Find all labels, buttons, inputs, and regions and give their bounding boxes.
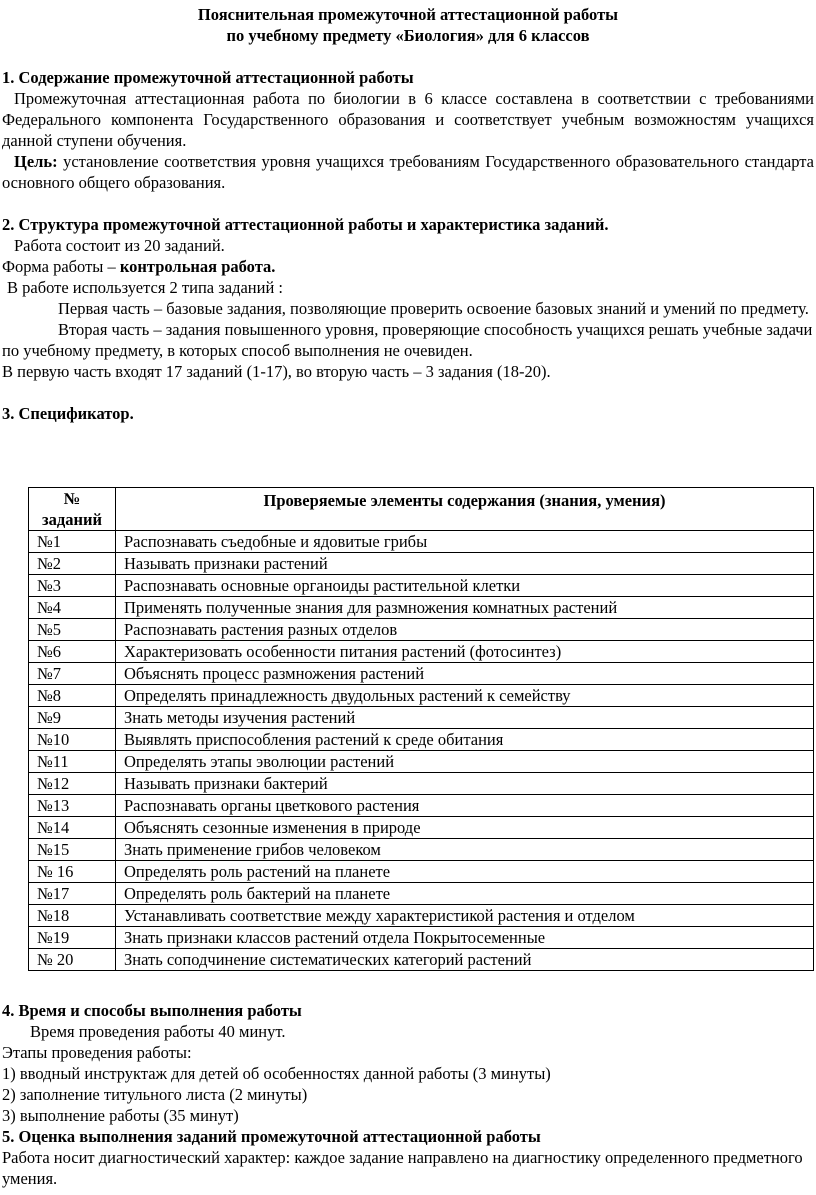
task-number: №10: [29, 729, 116, 751]
table-row: [29, 751, 814, 773]
task-element: Знать соподчинение систематических категорий растений: [116, 949, 814, 971]
document-title: [2, 4, 814, 46]
task-element: Определять роль растений на планете: [116, 861, 814, 883]
task-number: №17: [29, 883, 116, 905]
task-element: Устанавливать соответствие между характеристикой растения и отделом: [116, 905, 814, 927]
stage-item: 2) заполнение титульного листа (2 минуты): [2, 1085, 308, 1104]
table-row: [29, 773, 814, 795]
table-row: [29, 597, 814, 619]
task-element: Знать признаки классов растений отдела Покрытосеменные: [116, 927, 814, 949]
column-header-number-line-2: заданий: [42, 510, 102, 529]
section-1-heading: 1. Содержание промежуточной аттестационной работы: [2, 68, 414, 87]
section-4-heading: 4. Время и способы выполнения работы: [2, 1001, 302, 1020]
task-element: Определять принадлежность двудольных растений к семейству: [116, 685, 814, 707]
specification-table: [28, 487, 814, 971]
task-element: Объяснять сезонные изменения в природе: [116, 817, 814, 839]
task-number: №7: [29, 663, 116, 685]
task-number: №2: [29, 553, 116, 575]
task-number: №11: [29, 751, 116, 773]
task-number: №9: [29, 707, 116, 729]
task-number: № 20: [29, 949, 116, 971]
task-distribution: В первую часть входят 17 заданий (1-17), во вторую часть – 3 задания (18-20).: [2, 362, 551, 381]
table-body: [29, 531, 814, 971]
task-element: Применять полученные знания для размножения комнатных растений: [116, 597, 814, 619]
task-element: Знать применение грибов человеком: [116, 839, 814, 861]
task-element: Знать методы изучения растений: [116, 707, 814, 729]
stages-title: Этапы проведения работы:: [2, 1043, 192, 1062]
section-5-text: Работа носит диагностический характер: каждое задание направлено на диагностику определенного предметного умения.: [2, 1148, 803, 1188]
task-element: Называть признаки растений: [116, 553, 814, 575]
table-row: [29, 795, 814, 817]
duration: Время проведения работы 40 минут.: [30, 1022, 286, 1041]
table-row: [29, 817, 814, 839]
task-number: №3: [29, 575, 116, 597]
table-row: [29, 575, 814, 597]
task-number: №12: [29, 773, 116, 795]
task-number: №8: [29, 685, 116, 707]
task-element: Распознавать растения разных отделов: [116, 619, 814, 641]
goal-paragraph: [2, 151, 814, 193]
title-line-1: Пояснительная промежуточной аттестационной работы: [197, 5, 619, 24]
task-number: №19: [29, 927, 116, 949]
task-number: №1: [29, 531, 116, 553]
table-row: [29, 861, 814, 883]
title-line-2: по учебному предмету «Биология» для 6 классов: [226, 26, 590, 45]
table-row: [29, 729, 814, 751]
task-element: Распознавать органы цветкового растения: [116, 795, 814, 817]
table-row: [29, 619, 814, 641]
document-page: [2, 0, 814, 424]
column-header-number: [29, 488, 116, 531]
work-form-value: контрольная работа.: [119, 257, 276, 276]
table-row: [29, 839, 814, 861]
goal-text: установление соответствия уровня учащихся требованиям Государственного образовательного стандарта основного общего образования.: [2, 152, 814, 192]
task-number: №13: [29, 795, 116, 817]
table-row: [29, 707, 814, 729]
section-3-heading: 3. Спецификатор.: [2, 404, 134, 423]
table-row: [29, 553, 814, 575]
table-row: [29, 905, 814, 927]
section-1-paragraph: Промежуточная аттестационная работа по биологии в 6 классе составлена в соответствии с требованиями Федерального компонента Государственного образования и соответствует учебным возможностям учащихся данной ступени обучения.: [2, 89, 814, 150]
task-element: Объяснять процесс размножения растений: [116, 663, 814, 685]
table-row: [29, 685, 814, 707]
task-element: Распознавать основные органоиды растительной клетки: [116, 575, 814, 597]
table-row: [29, 531, 814, 553]
goal-label: Цель:: [14, 152, 58, 171]
task-number: №6: [29, 641, 116, 663]
task-element: Распознавать съедобные и ядовитые грибы: [116, 531, 814, 553]
task-number: №18: [29, 905, 116, 927]
table-row: [29, 927, 814, 949]
document-continuation: [2, 1000, 814, 1189]
table-row: [29, 883, 814, 905]
work-form: [2, 256, 814, 277]
stage-item: 3) выполнение работы (35 минут): [2, 1106, 239, 1125]
column-header-number-line-1: №: [63, 489, 81, 508]
column-header-elements: Проверяемые элементы содержания (знания, умения): [116, 488, 814, 531]
task-number: № 16: [29, 861, 116, 883]
task-types: В работе используется 2 типа заданий :: [7, 278, 283, 297]
table-row: [29, 663, 814, 685]
section-5-heading: 5. Оценка выполнения заданий промежуточной аттестационной работы: [2, 1127, 541, 1146]
table-header-row: [29, 488, 814, 531]
work-form-prefix: Форма работы –: [2, 257, 120, 276]
table-row: [29, 641, 814, 663]
task-number: №14: [29, 817, 116, 839]
task-number: №15: [29, 839, 116, 861]
stage-item: 1) вводный инструктаж для детей об особенностях данной работы (3 минуты): [2, 1064, 551, 1083]
task-element: Характеризовать особенности питания растений (фотосинтез): [116, 641, 814, 663]
part-2-description: Вторая часть – задания повышенного уровня, проверяющие способность учащихся решать учебные задачи по учебному предмету, в которых способ выполнения не очевиден.: [2, 320, 813, 360]
task-number: №4: [29, 597, 116, 619]
task-element: Называть признаки бактерий: [116, 773, 814, 795]
part-1-description: Первая часть – базовые задания, позволяющие проверить освоение базовых знаний и умений по предмету.: [58, 299, 809, 318]
task-element: Определять роль бактерий на планете: [116, 883, 814, 905]
task-element: Выявлять приспособления растений к среде обитания: [116, 729, 814, 751]
section-2-heading: 2. Структура промежуточной аттестационной работы и характеристика заданий.: [2, 215, 609, 234]
table-row: [29, 949, 814, 971]
task-number: №5: [29, 619, 116, 641]
task-element: Определять этапы эволюции растений: [116, 751, 814, 773]
tasks-count: Работа состоит из 20 заданий.: [14, 236, 225, 255]
